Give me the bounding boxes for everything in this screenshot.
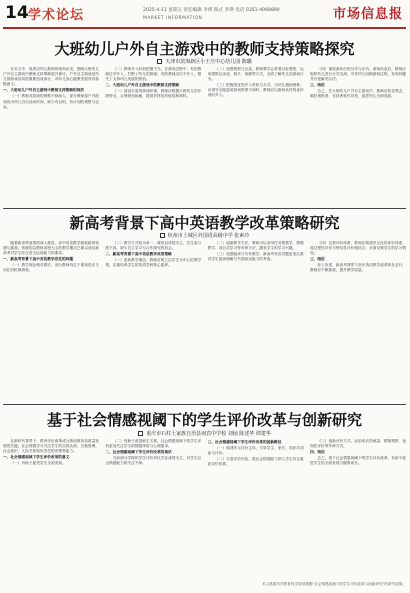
paragraph: 在新时代背景下，教育评价改革成为推动教育高质量发展的关键。社会情感学习关注学生的自我认知、自我管理、社会意识、人际关系和负责任的决策等能力。: [3, 439, 99, 454]
article-3-column: [3, 439, 99, 580]
paragraph: （一）教师对游戏的观察不够深入，部分教师将户外游戏视为幼儿自由活动时间，缺少有目的、有计划的观察与记录。: [3, 94, 99, 109]
paragraph: 总之，基于社会情感视阈下的学生评价改革，有助于促进学生的全面发展与健康成长。: [309, 456, 406, 466]
paragraph: 总之，在大班幼儿户外自主游戏中，教师应转变观念，做好观察者、支持者和引导者，促进幼儿全面发展。: [309, 89, 406, 99]
author-marker-icon: [160, 233, 165, 238]
subheading: 一、大班幼儿户外自主游戏中教师支持策略的现状: [3, 88, 85, 93]
subheading: 三、社会情感视阈下学生评价改革的创新路径: [207, 440, 282, 444]
article-1-column: [310, 67, 406, 205]
article-2-column: [105, 241, 201, 401]
paragraph: （二）丰富评价内容，将社会情感能力纳入学生综合素质评价体系。: [207, 457, 304, 467]
footer-note: 本文系重庆市教育科学规划课题“社会情感视阈下的学生评价改革与创新研究”的研究成果。: [262, 582, 406, 586]
paragraph: （三）创新评价方式，运用成长档案袋、情境观察、表现性评价等多种方式。: [309, 439, 406, 449]
article-1-body: [3, 67, 406, 205]
paragraph: （三）加强阅读与写作教学，新高考英语试题更加注重对学生阅读理解与书面表达能力的考查。: [207, 251, 304, 262]
author-marker-icon: [138, 431, 143, 436]
article-3-column: [310, 439, 406, 580]
article-1-title: 大班幼儿户外自主游戏中的教师支持策略探究: [54, 40, 355, 58]
article-2-title: 新高考背景下高中英语教学改革策略研究: [69, 214, 340, 232]
subheading: 一、社会情感视域下学生评价改革的意义: [3, 455, 70, 460]
subheading: 二、社会情感视阈下学生评价改革的现状: [105, 450, 172, 455]
article-3-column: [105, 439, 201, 580]
page-number: 14: [5, 3, 29, 23]
subheading: 三、结语: [309, 257, 325, 262]
paragraph: 综上所述，新高考背景下高中英语教学改革势在必行，教师应不断探索，提升教学质量。: [309, 263, 406, 273]
paragraph: （四）完善评价体系，教师应构建多元化的评价体系，将过程性评价与终结性评价相结合，全面反映学生的学习情况。: [309, 241, 406, 256]
article-1-column: [208, 67, 304, 205]
subheading: 三、结语: [309, 83, 325, 88]
article-2-column: [208, 241, 304, 401]
article-3-title: 基于社会情感视阈下的学生评价改革与创新研究: [46, 411, 362, 429]
paragraph: （一）教学理念相对滞后，部分教师仍过于重视语法与词汇的机械训练。: [3, 263, 99, 273]
article-2-column: [3, 241, 99, 401]
subheading: 二、新高考背景下高中英语教学改革策略: [105, 252, 172, 257]
article-1-author-text: 天津市滨海新区小王庄中心幼儿园 陈璐: [165, 59, 252, 65]
subheading: 二、大班幼儿户外自主游戏中的教师支持策略: [105, 83, 180, 88]
paragraph: （二）教学方式较为单一，课堂以讲授为主，学生参与度不高，缺少自主学习与合作探究的机会。: [105, 241, 202, 251]
paragraph: 在本文中，笔者以幼儿教师的视角出发，围绕大班幼儿户外自主游戏中教师支持策略展开探讨。户外自主游戏是幼儿园游戏活动的重要组成部分，对幼儿身心健康发展具有积极意义。: [3, 67, 99, 87]
article-1-column: [3, 67, 99, 205]
paragraph: （一）创设丰富的游戏环境，教师应根据大班幼儿的年龄特点，合理规划场地，提供多样化的低结构材料。: [105, 89, 202, 99]
subheading: 四、结语: [309, 450, 325, 455]
section-english-name: MARKET INFORMATION: [143, 16, 203, 21]
article-3-body: [3, 439, 406, 580]
article-2-body: [3, 241, 406, 401]
paragraph: （一）更新教学理念，教师应树立以学生为中心的教学观，注重培养学生的英语学科核心素养。: [105, 258, 202, 268]
paragraph: （二）创新教学方法，教师可以采用任务型教学、情境教学、项目式学习等多种方法，激发学生的学习兴趣。: [207, 241, 304, 251]
article-2-author: [3, 232, 406, 239]
newspaper-logo: 市场信息报: [333, 7, 404, 22]
article-3-column: [208, 439, 304, 580]
article-divider: [3, 208, 406, 209]
article-3-author: [3, 430, 406, 437]
paragraph: （二）有助于改善师生关系，社会情感视域下的学生评价更加关注学生的情感体验与心理需求。: [105, 439, 202, 449]
paragraph: 当前部分学校的学生评价仍以学业成绩为主，对学生社会情感能力的关注不够。: [105, 456, 202, 466]
article-divider: [3, 404, 406, 405]
article-2-column: [310, 241, 406, 401]
masthead-rule: [3, 27, 406, 29]
issue-line: 2025-4-11 星期五 责任编辑 李瑛 版式 李瑛 电话 0351-4068890: [143, 8, 280, 13]
article-1-author: [3, 58, 406, 65]
section-name: 学术论坛: [28, 8, 85, 23]
masthead: [0, 0, 410, 34]
author-marker-icon: [157, 59, 162, 64]
article-3-author-text: 重庆市石柱土家族自治县南宾中学校 刘灿 陈述华 谭建华: [146, 431, 271, 437]
article-2-author-text: 杭州市上城区外国语高级中学 张素玲: [167, 233, 250, 239]
paragraph: （二）教师介入时机把握不当。在游戏过程中，有的教师过早介入，打断了幼儿的探索；有的教师迟迟不介入，错失了支持幼儿发展的契机。: [105, 67, 202, 82]
subheading: 一、新高考背景下高中英语教学存在的问题: [3, 257, 74, 262]
paragraph: （二）加强观察与记录。教师要学会带着目标观察，运用观察记录表、照片、视频等方式，全面了解幼儿的游戏行为。: [207, 67, 304, 82]
article-1-column: [105, 67, 201, 205]
paragraph: （一）构建多元评价主体，引导学生、家长、同伴共同参与评价。: [207, 446, 304, 456]
paragraph: （三）把握适宜的介入时机与方式，当幼儿遇到困难、出现安全隐患或游戏停滞不前时，教师应以游戏伙伴的身份适时介入。: [207, 83, 304, 98]
paragraph: （四）重视游戏后的分享与评价。游戏结束后，教师应组织幼儿进行分享交流，引导幼儿回顾游戏过程，发现问题并讨论解决办法。: [309, 67, 406, 82]
paragraph: 随着新高考改革的深入推进，高中英语教学面临新的机遇与挑战。传统的以教师讲授为主的教学模式已难以适应新高考对学生综合语言运用能力的要求。: [3, 241, 99, 256]
paragraph: （一）有助于促进学生全面发展。: [10, 461, 66, 466]
